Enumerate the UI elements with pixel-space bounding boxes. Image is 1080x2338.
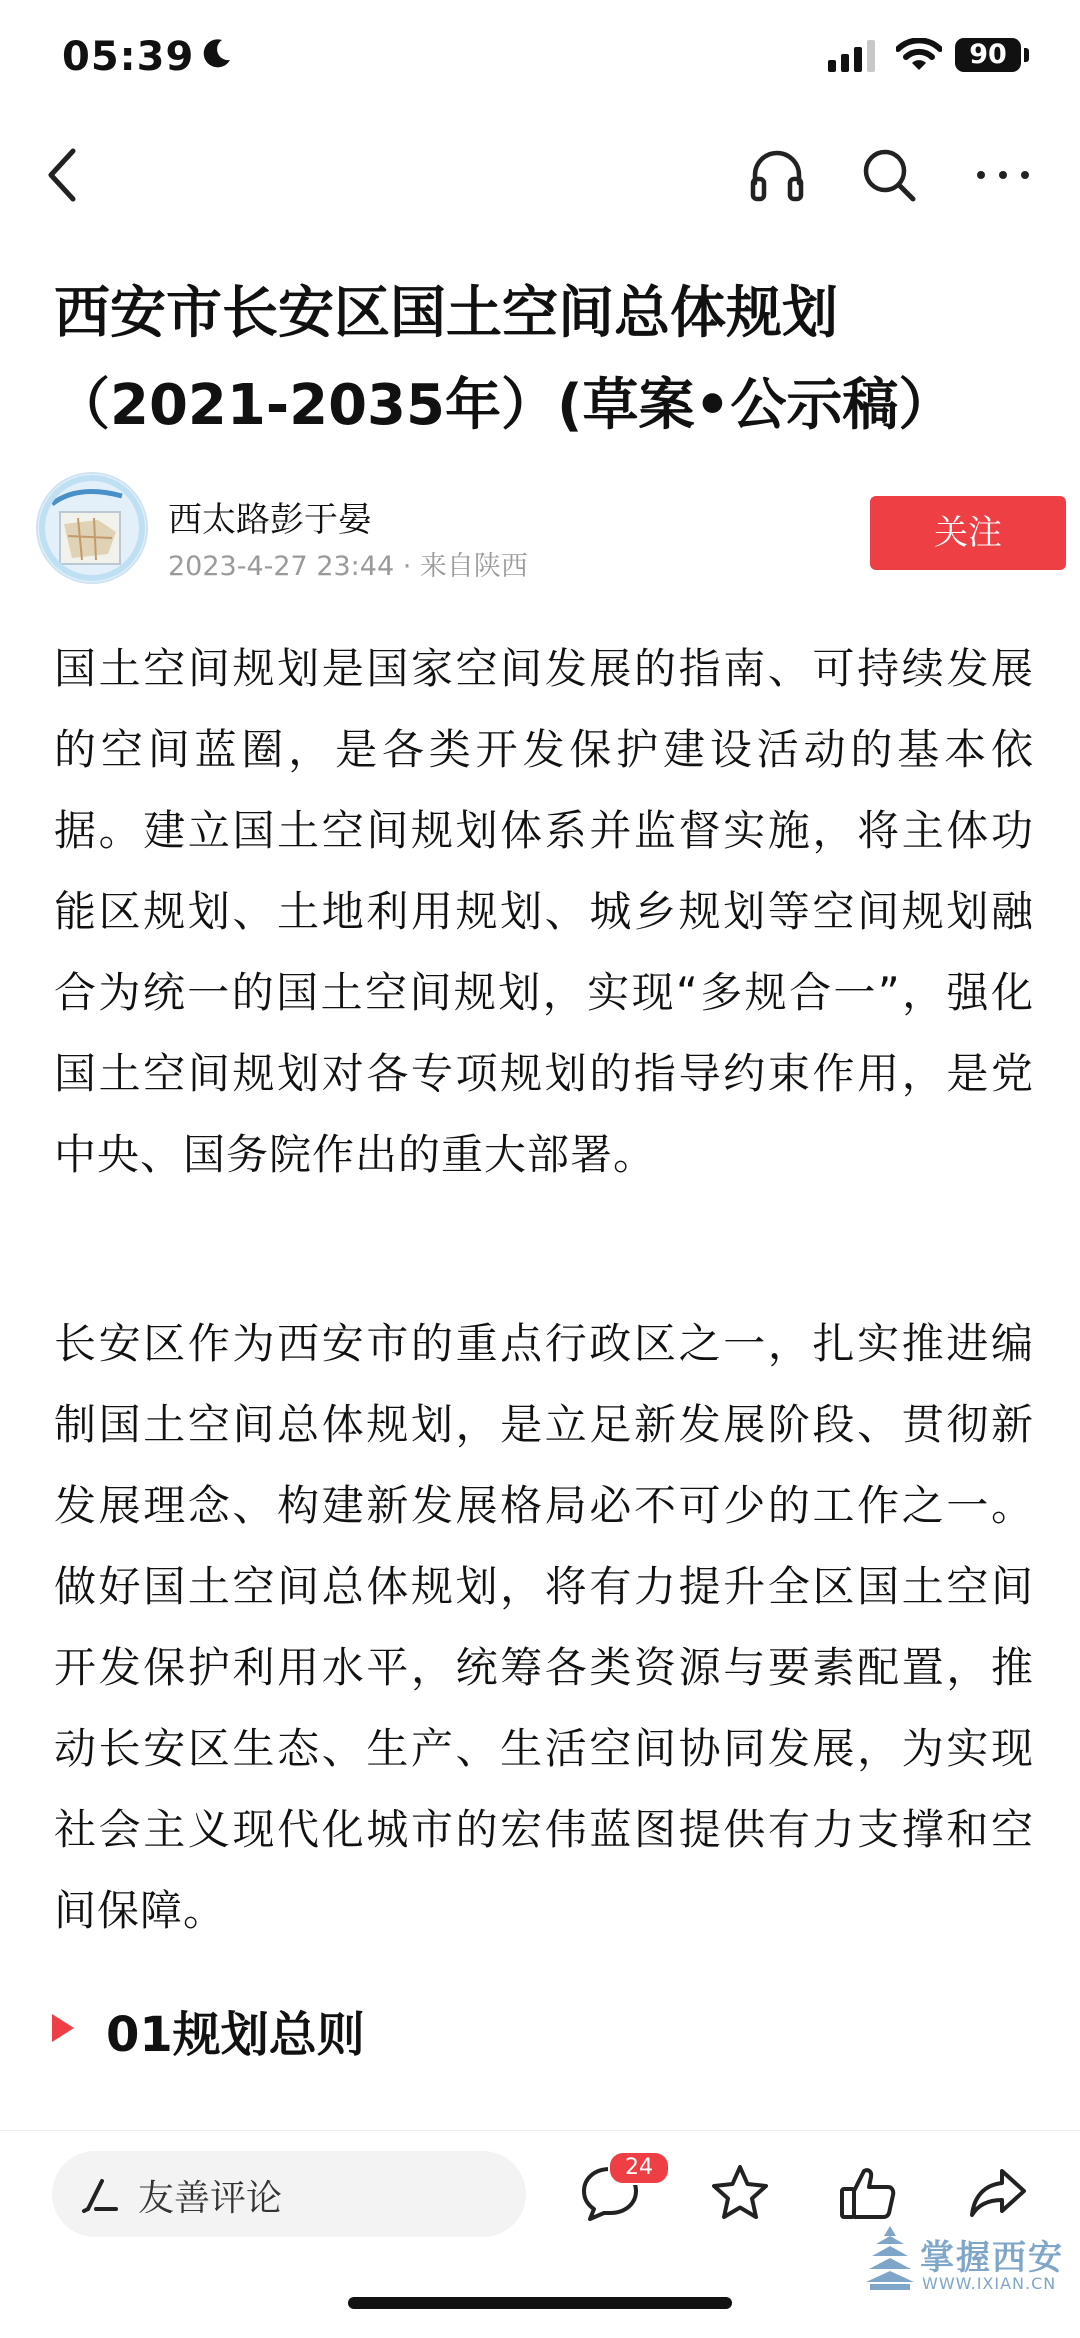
search-icon[interactable] [854, 140, 924, 210]
post-meta: 2023-4-27 23:44 · 来自陕西 [168, 551, 528, 582]
battery-tip [1024, 48, 1029, 62]
watermark-url: WWW.IXIAN.CN [922, 2274, 1057, 2293]
comment-count-badge: 24 [608, 2151, 670, 2185]
title-line-2: （2021-2035年）(草案•公示稿） [54, 373, 955, 438]
headphones-icon[interactable] [742, 140, 812, 210]
signal-icon [828, 40, 880, 76]
follow-button[interactable]: 关注 [870, 496, 1066, 570]
chevron-left-icon[interactable] [28, 140, 98, 210]
share-icon[interactable] [958, 2153, 1038, 2233]
pagoda-logo-icon [866, 2226, 914, 2296]
wifi-icon [896, 38, 942, 76]
triangle-right-icon [52, 2014, 74, 2042]
avatar[interactable] [36, 472, 148, 584]
more-horizontal-icon[interactable] [968, 140, 1038, 210]
moon-icon [200, 36, 234, 74]
article-title [54, 268, 1034, 452]
thumbs-up-icon[interactable] [828, 2153, 908, 2233]
comment-input[interactable] [52, 2151, 526, 2237]
star-icon[interactable] [700, 2153, 780, 2233]
status-bar [0, 0, 1080, 120]
watermark [862, 2226, 1072, 2296]
title-line-1: 西安市长安区国土空间总体规划 [54, 281, 838, 346]
status-time: 05:39 [62, 34, 195, 80]
watermark-text: 掌握西安 [920, 2238, 1064, 2278]
author-row [36, 472, 1044, 592]
paragraph: 长安区作为西安市的重点行政区之一，扎实推进编制国土空间总体规划，是立足新发展阶段、贯彻新发展理念、构建新发展格局必不可少的工作之一。做好国土空间总体规划，将有力提升全区国土空间开发保护利用水平，统筹各类资源与要素配置，推动长安区生态、生产、生活空间协同发展，为实现社会主义现代化城市的宏伟蓝图提供有力支撑和空间保障。 [54, 1319, 1034, 1935]
home-indicator[interactable] [348, 2297, 732, 2309]
nav-bar [0, 120, 1080, 230]
section-title: 01规划总则 [106, 2007, 365, 2063]
pen-icon [80, 2173, 122, 2219]
author-name[interactable]: 西太路彭于晏 [168, 500, 372, 540]
battery-level: 90 [955, 38, 1021, 72]
comment-placeholder: 友善评论 [138, 2178, 283, 2219]
paragraph: 国土空间规划是国家空间发展的指南、可持续发展的空间蓝圈，是各类开发保护建设活动的基本依据。建立国土空间规划体系并监督实施，将主体功能区规划、土地利用规划、城乡规划等空间规划融合为统一的国土空间规划，实现“多规合一”，强化国土空间规划对各专项规划的指导约束作用，是党中央、国务院作出的重大部署。 [54, 644, 1034, 1179]
